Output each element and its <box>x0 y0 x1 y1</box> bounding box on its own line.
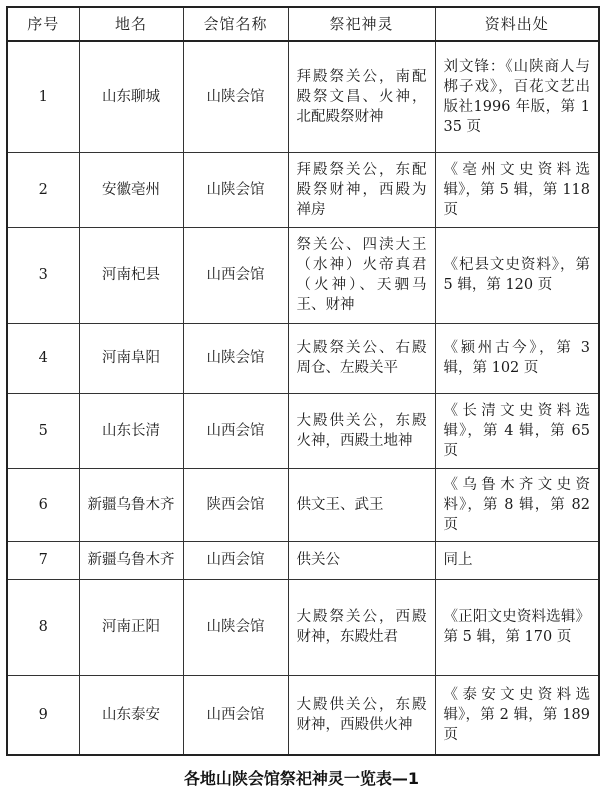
cell-source: 《泰安文史资料选辑》，第 2 辑，第 189 页 <box>435 675 599 755</box>
cell-place: 山东泰安 <box>79 675 183 755</box>
cell-hall: 山陕会馆 <box>183 323 288 393</box>
table-row <box>7 393 599 468</box>
cell-deity: 拜殿祭关公，东配殿祭财神，西殿为禅房 <box>288 152 435 227</box>
cell-hall: 山西会馆 <box>183 393 288 468</box>
cell-no: 3 <box>7 227 79 323</box>
header-no: 序号 <box>7 7 79 41</box>
cell-no: 8 <box>7 579 79 675</box>
cell-place: 新疆乌鲁木齐 <box>79 468 183 541</box>
cell-hall: 山西会馆 <box>183 541 288 579</box>
table-row <box>7 41 599 152</box>
cell-source: 《正阳文史资料选辑》第 5 辑，第 170 页 <box>435 579 599 675</box>
cell-source: 同上 <box>435 541 599 579</box>
table-row <box>7 468 599 541</box>
table-row <box>7 152 599 227</box>
cell-hall: 山西会馆 <box>183 227 288 323</box>
header-source: 资料出处 <box>435 7 599 41</box>
cell-no: 5 <box>7 393 79 468</box>
cell-place: 安徽亳州 <box>79 152 183 227</box>
cell-place: 新疆乌鲁木齐 <box>79 541 183 579</box>
table-row <box>7 227 599 323</box>
cell-no: 7 <box>7 541 79 579</box>
cell-hall: 山陕会馆 <box>183 41 288 152</box>
cell-source: 《颍州古今》，第 3 辑，第 102 页 <box>435 323 599 393</box>
cell-deity: 大殿祭关公、右殿周仓、左殿关平 <box>288 323 435 393</box>
cell-deity: 拜殿祭关公，南配殿祭文昌、火神，北配殿祭财神 <box>288 41 435 152</box>
cell-hall: 山西会馆 <box>183 675 288 755</box>
cell-deity: 大殿祭关公，西殿财神，东殿灶君 <box>288 579 435 675</box>
header-deity: 祭祀神灵 <box>288 7 435 41</box>
cell-deity: 大殿供关公，东殿火神，西殿土地神 <box>288 393 435 468</box>
header-hall: 会馆名称 <box>183 7 288 41</box>
cell-no: 9 <box>7 675 79 755</box>
header-place: 地名 <box>79 7 183 41</box>
cell-no: 4 <box>7 323 79 393</box>
table-caption: 各地山陕会馆祭祀神灵一览表—1 <box>183 769 420 788</box>
cell-hall: 山陕会馆 <box>183 152 288 227</box>
cell-place: 河南阜阳 <box>79 323 183 393</box>
header-row <box>7 7 599 41</box>
cell-source: 《乌鲁木齐文史资料》，第 8 辑，第 82 页 <box>435 468 599 541</box>
table-row <box>7 323 599 393</box>
cell-deity: 大殿供关公，东殿财神，西殿供火神 <box>288 675 435 755</box>
cell-deity: 供关公 <box>288 541 435 579</box>
guild-hall-deity-table <box>6 6 600 756</box>
cell-no: 6 <box>7 468 79 541</box>
cell-source: 刘文锋：《山陕商人与梆子戏》，百花文艺出版社1996 年版，第 135 页 <box>435 41 599 152</box>
cell-deity: 祭关公、四渎大王（水神）火帝真君（火神）、天驷马王、财神 <box>288 227 435 323</box>
table-row <box>7 675 599 755</box>
cell-source: 《长清文史资料选辑》，第 4 辑，第 65 页 <box>435 393 599 468</box>
document-page <box>6 6 598 756</box>
cell-hall: 陕西会馆 <box>183 468 288 541</box>
cell-source: 《亳州文史资料选辑》，第 5 辑，第 118 页 <box>435 152 599 227</box>
cell-no: 1 <box>7 41 79 152</box>
cell-source: 《杞县文史资料》，第 5 辑，第 120 页 <box>435 227 599 323</box>
cell-place: 山东长清 <box>79 393 183 468</box>
cell-place: 山东聊城 <box>79 41 183 152</box>
table-row <box>7 579 599 675</box>
cell-deity: 供文王、武王 <box>288 468 435 541</box>
cell-no: 2 <box>7 152 79 227</box>
cell-hall: 山陕会馆 <box>183 579 288 675</box>
table-row <box>7 541 599 579</box>
cell-place: 河南正阳 <box>79 579 183 675</box>
cell-place: 河南杞县 <box>79 227 183 323</box>
